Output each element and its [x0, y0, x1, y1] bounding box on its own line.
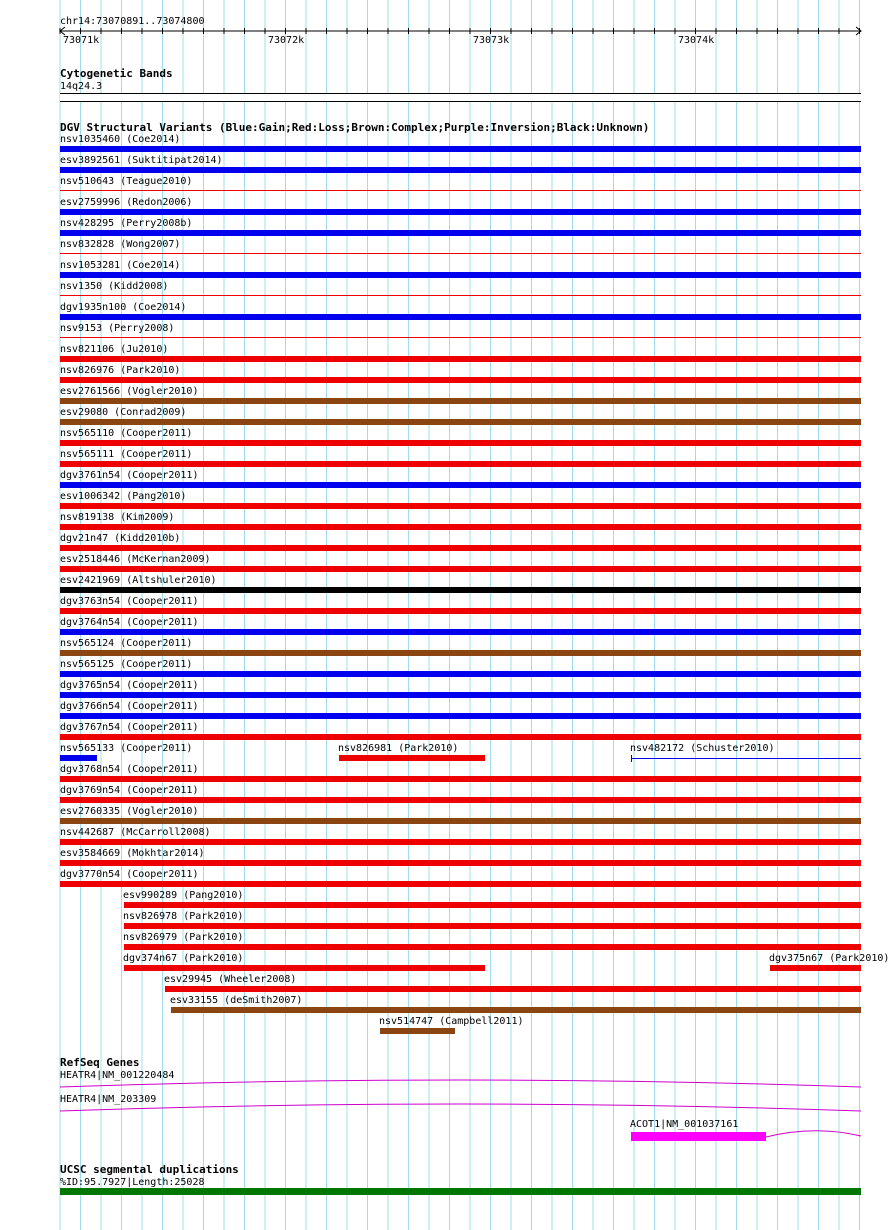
gene-intron-line — [60, 1080, 861, 1087]
sv-feature-bar[interactable] — [60, 482, 861, 488]
sv-feature-bar[interactable] — [339, 755, 485, 761]
sv-feature-bar[interactable] — [60, 839, 861, 845]
ruler-tick-label: 73071k — [63, 35, 100, 46]
sv-feature-bar[interactable] — [60, 356, 861, 362]
sv-label: dgv3763n54 (Cooper2011) — [60, 596, 199, 607]
gene-label: HEATR4|NM_203309 — [60, 1094, 157, 1105]
sv-feature-start-tick — [631, 755, 632, 762]
sv-label: dgv21n47 (Kidd2010b) — [60, 533, 181, 544]
sv-label: dgv3761n54 (Cooper2011) — [60, 470, 199, 481]
sv-label: nsv565110 (Cooper2011) — [60, 428, 193, 439]
sv-feature-bar[interactable] — [171, 1007, 861, 1013]
sv-feature-bar[interactable] — [60, 209, 861, 215]
sv-label: nsv565133 (Cooper2011) — [60, 743, 193, 754]
sv-feature-bar[interactable] — [60, 440, 861, 446]
sv-feature-bar[interactable] — [60, 230, 861, 236]
gene-exon — [631, 1132, 766, 1141]
segdup-track-title: UCSC segmental duplications — [60, 1163, 239, 1176]
sv-feature-bar[interactable] — [60, 629, 861, 635]
sv-label: esv29080 (Conrad2009) — [60, 407, 187, 418]
segdup-label: %ID:95.7927|Length:25028 — [60, 1177, 205, 1188]
dgv-track-title: DGV Structural Variants (Blue:Gain;Red:Loss;Brown:Complex;Purple:Inversion;Black:Unknown) — [60, 121, 650, 134]
sv-feature-bar[interactable] — [60, 566, 861, 572]
sv-label: nsv1053281 (Coe2014) — [60, 260, 181, 271]
sv-label: dgv1935n100 (Coe2014) — [60, 302, 187, 313]
sv-feature-bar[interactable] — [60, 524, 861, 530]
sv-feature-bar[interactable] — [60, 337, 861, 338]
sv-label: nsv832828 (Wong2007) — [60, 239, 181, 250]
sv-feature-bar[interactable] — [60, 272, 861, 278]
sv-feature-bar[interactable] — [60, 755, 97, 761]
sv-feature-bar[interactable] — [60, 377, 861, 383]
sv-label: nsv821106 (Ju2010) — [60, 344, 169, 355]
ruler-tick-label: 73073k — [473, 35, 510, 46]
sv-label: dgv3770n54 (Cooper2011) — [60, 869, 199, 880]
sv-feature-bar[interactable] — [60, 692, 861, 698]
sv-label: esv29945 (Wheeler2008) — [164, 974, 297, 985]
sv-label: nsv9153 (Perry2008) — [60, 323, 175, 334]
sv-feature-bar[interactable] — [165, 986, 861, 992]
sv-feature-bar[interactable] — [60, 797, 861, 803]
sv-label: esv2760335 (Vogler2010) — [60, 806, 199, 817]
sv-label: nsv826981 (Park2010) — [338, 743, 459, 754]
sv-label: dgv375n67 (Park2010) — [769, 953, 890, 964]
sv-feature-bar[interactable] — [60, 881, 861, 887]
sv-label: dgv3768n54 (Cooper2011) — [60, 764, 199, 775]
sv-label: nsv510643 (Teague2010) — [60, 176, 193, 187]
sv-label: nsv482172 (Schuster2010) — [630, 743, 775, 754]
ruler-tick-label: 73072k — [268, 35, 305, 46]
cytoband-band[interactable] — [60, 93, 861, 102]
sv-feature-bar[interactable] — [60, 419, 861, 425]
sv-feature-bar[interactable] — [60, 398, 861, 404]
sv-feature-bar[interactable] — [60, 608, 861, 614]
sv-label: nsv428295 (Perry2008b) — [60, 218, 193, 229]
sv-label: dgv3769n54 (Cooper2011) — [60, 785, 199, 796]
cytoband-track-title: Cytogenetic Bands — [60, 67, 173, 80]
sv-feature-bar[interactable] — [124, 965, 485, 971]
sv-label: esv3892561 (Suktitipat2014) — [60, 155, 223, 166]
sv-label: nsv565111 (Cooper2011) — [60, 449, 193, 460]
sv-feature-bar[interactable] — [60, 818, 861, 824]
sv-feature-bar[interactable] — [380, 1028, 455, 1034]
sv-label: esv2759996 (Redon2006) — [60, 197, 193, 208]
refseq-gene-models[interactable] — [0, 1075, 890, 1145]
sv-feature-bar[interactable] — [60, 734, 861, 740]
sv-feature-bar[interactable] — [60, 545, 861, 551]
sv-label: esv3584669 (Mokhtar2014) — [60, 848, 205, 859]
ruler-tick-label: 73074k — [678, 35, 715, 46]
sv-label: nsv1035460 (Coe2014) — [60, 134, 181, 145]
sv-label: nsv565124 (Cooper2011) — [60, 638, 193, 649]
sv-label: dgv3766n54 (Cooper2011) — [60, 701, 199, 712]
sv-label: esv33155 (deSmith2007) — [170, 995, 303, 1006]
sv-label: dgv374n67 (Park2010) — [123, 953, 244, 964]
sv-feature-bar[interactable] — [770, 965, 861, 971]
sv-label: nsv826976 (Park2010) — [60, 365, 181, 376]
segdup-feature[interactable] — [60, 1188, 861, 1195]
sv-feature-bar[interactable] — [60, 587, 861, 593]
sv-label: nsv1350 (Kidd2008) — [60, 281, 169, 292]
sv-label: dgv3767n54 (Cooper2011) — [60, 722, 199, 733]
gene-intron-line — [766, 1131, 861, 1137]
gene-label: ACOT1|NM_001037161 — [630, 1119, 739, 1130]
sv-feature-bar[interactable] — [60, 650, 861, 656]
sv-feature-bar[interactable] — [60, 190, 861, 191]
sv-label: esv990289 (Pang2010) — [123, 890, 244, 901]
sv-feature-bar[interactable] — [60, 146, 861, 152]
sv-label: dgv3764n54 (Cooper2011) — [60, 617, 199, 628]
refseq-track-title: RefSeq Genes — [60, 1056, 140, 1069]
gene-intron-line — [60, 1104, 861, 1111]
sv-label: esv2421969 (Altshuler2010) — [60, 575, 217, 586]
sv-label: esv1006342 (Pang2010) — [60, 491, 187, 502]
sv-feature-bar[interactable] — [60, 713, 861, 719]
sv-feature-bar[interactable] — [60, 860, 861, 866]
sv-feature-bar[interactable] — [60, 314, 861, 320]
sv-label: nsv565125 (Cooper2011) — [60, 659, 193, 670]
cytoband-label: 14q24.3 — [60, 81, 103, 92]
sv-label: nsv826979 (Park2010) — [123, 932, 244, 943]
sv-label: nsv514747 (Campbell2011) — [379, 1016, 524, 1027]
sv-label: esv2518446 (McKernan2009) — [60, 554, 211, 565]
sv-label: esv2761566 (Vogler2010) — [60, 386, 199, 397]
sv-feature-bar[interactable] — [60, 503, 861, 509]
sv-label: dgv3765n54 (Cooper2011) — [60, 680, 199, 691]
sv-label: nsv819138 (Kim2009) — [60, 512, 175, 523]
sv-feature-bar[interactable] — [631, 758, 861, 759]
sv-label: nsv826978 (Park2010) — [123, 911, 244, 922]
sv-label: nsv442687 (McCarroll2008) — [60, 827, 211, 838]
locus-label: chr14:73070891..73074800 — [60, 16, 205, 27]
sv-feature-bar[interactable] — [60, 253, 861, 254]
sv-feature-bar[interactable] — [60, 776, 861, 782]
sv-feature-bar[interactable] — [124, 944, 861, 950]
coordinate-ruler[interactable] — [0, 0, 890, 60]
gene-label: HEATR4|NM_001220484 — [60, 1070, 175, 1081]
sv-feature-bar[interactable] — [60, 167, 861, 173]
sv-feature-bar[interactable] — [60, 295, 861, 296]
sv-feature-bar[interactable] — [124, 923, 861, 929]
sv-feature-bar[interactable] — [60, 461, 861, 467]
sv-feature-bar[interactable] — [60, 671, 861, 677]
sv-feature-bar[interactable] — [124, 902, 861, 908]
